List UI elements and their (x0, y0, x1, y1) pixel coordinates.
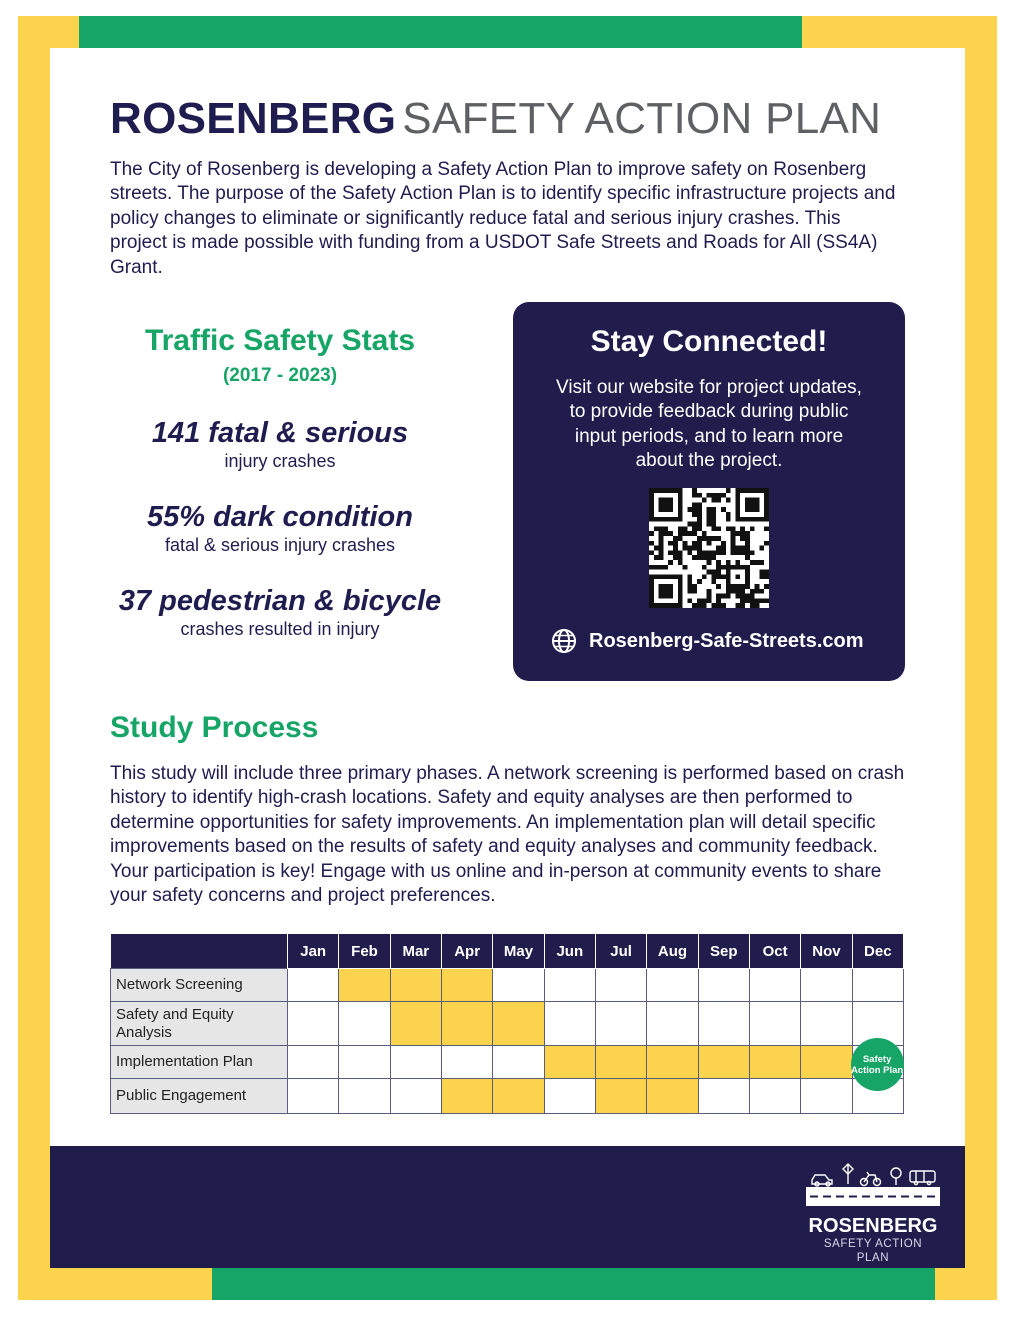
study-schedule-table (110, 933, 904, 1114)
month-header: Sep (698, 934, 749, 969)
schedule-cell (339, 1046, 390, 1079)
schedule-cell (390, 1046, 441, 1079)
month-header: Jun (544, 934, 595, 969)
schedule-cell (493, 1046, 544, 1079)
schedule-cell-active (493, 1079, 544, 1114)
stat-item (110, 500, 450, 556)
intro-paragraph: The City of Rosenberg is developing a Safety Action Plan to improve safety on Rosenberg streets. The purpose of the Safety Action Plan is to identify specific infrastructure projects and policy changes to eliminate or significantly reduce fatal and serious injury crashes. This project is made possible with funding from a USDOT Safe Streets and Roads for All (SS4A) Grant. (110, 159, 896, 278)
schedule-cell (698, 1079, 749, 1114)
schedule-row-label: Network Screening (111, 969, 288, 1002)
page-accent-bottom (212, 1268, 935, 1300)
month-header: Mar (390, 934, 441, 969)
month-header: Jan (288, 934, 339, 969)
stat-item (110, 416, 450, 472)
month-header: Oct (749, 934, 800, 969)
schedule-row-label: Implementation Plan (111, 1046, 288, 1079)
schedule-cell-active (595, 1046, 646, 1079)
schedule-row (111, 1079, 904, 1114)
schedule-cell-active (390, 969, 441, 1002)
schedule-row (111, 1002, 904, 1046)
schedule-header-row (111, 934, 904, 969)
month-header: Aug (647, 934, 698, 969)
schedule-cell (288, 1002, 339, 1046)
schedule-cell (544, 1002, 595, 1046)
stat-caption: crashes resulted in injury (180, 619, 380, 639)
stat-headline: 37 pedestrian & bicycle (118, 585, 442, 617)
month-header: Nov (801, 934, 852, 969)
stay-connected-panel (513, 302, 905, 681)
schedule-cell (647, 969, 698, 1002)
schedule-row-label: Public Engagement (111, 1079, 288, 1114)
schedule-cell (288, 969, 339, 1002)
schedule-cell (339, 1079, 390, 1114)
connect-text: Visit our website for project updates, to provide feedback during public input periods, and to learn more about the project. (556, 377, 862, 472)
website-link[interactable] (551, 628, 864, 654)
schedule-row-label: Safety and Equity Analysis (111, 1002, 288, 1046)
schedule-cell (390, 1079, 441, 1114)
schedule-cell (288, 1046, 339, 1079)
globe-icon (551, 628, 577, 654)
logo-name: ROSENBERG (808, 1215, 938, 1237)
milestone-badge: Safety Action Plan (851, 1038, 904, 1091)
page-accent-top (79, 16, 802, 48)
page-title (110, 93, 881, 145)
schedule-row (111, 1046, 904, 1079)
stats-years: (2017 - 2023) (222, 365, 338, 386)
schedule-cell (595, 969, 646, 1002)
month-header: Apr (441, 934, 492, 969)
schedule-cell (698, 969, 749, 1002)
month-header: May (493, 934, 544, 969)
month-header: Dec (852, 934, 903, 969)
study-process-title: Study Process (110, 711, 319, 744)
stat-item (110, 584, 450, 640)
schedule-cell-active (698, 1046, 749, 1079)
schedule-cell-active (749, 1046, 800, 1079)
schedule-cell (749, 1002, 800, 1046)
street-scene-icon (806, 1162, 940, 1206)
schedule-cell (544, 969, 595, 1002)
schedule-cell (493, 969, 544, 1002)
schedule-cell-active (801, 1046, 852, 1079)
schedule-cell-active (493, 1002, 544, 1046)
logo-subtitle: SAFETY ACTION PLAN (823, 1238, 923, 1264)
page-title-strong: ROSENBERG (110, 94, 397, 143)
qr-code-icon[interactable] (649, 488, 769, 608)
schedule-cell-active (595, 1079, 646, 1114)
schedule-cell (544, 1079, 595, 1114)
schedule-cell (441, 1046, 492, 1079)
schedule-cell-active (441, 1002, 492, 1046)
schedule-cell-active (441, 969, 492, 1002)
schedule-cell (852, 969, 903, 1002)
schedule-cell-active (441, 1079, 492, 1114)
month-header: Jul (595, 934, 646, 969)
schedule-cell (339, 1002, 390, 1046)
schedule-cell-active (647, 1079, 698, 1114)
schedule-corner (111, 934, 288, 969)
schedule-cell (749, 1079, 800, 1114)
rosenberg-logo (806, 1162, 940, 1265)
schedule-cell (595, 1002, 646, 1046)
schedule-cell-active (647, 1046, 698, 1079)
stats-title: Traffic Safety Stats (144, 324, 416, 357)
month-header: Feb (339, 934, 390, 969)
schedule-cell (801, 969, 852, 1002)
traffic-safety-stats (110, 322, 450, 640)
connect-title: Stay Connected! (590, 325, 828, 358)
schedule-cell (852, 1046, 903, 1079)
schedule-cell (801, 1079, 852, 1114)
study-process-text: This study will include three primary phases. A network screening is performed based on crash history to identify high-crash locations. Safety and equity analyses are then performed to determine opportunities for safety improvements. An implementation plan will detail specific improvements based on the results of safety and equity analyses and community feedback. Your participation is key! Engage with us online and in-person at community events to share your safety concerns and project preferences. (110, 763, 905, 907)
schedule-cell (698, 1002, 749, 1046)
stat-headline: 55% dark condition (147, 501, 413, 533)
stat-headline: 141 fatal & serious (151, 417, 409, 449)
page-title-light: SAFETY ACTION PLAN (402, 94, 882, 143)
stat-caption: injury crashes (224, 451, 336, 471)
schedule-cell-active (544, 1046, 595, 1079)
schedule-row (111, 969, 904, 1002)
schedule-cell-active (390, 1002, 441, 1046)
stat-caption: fatal & serious injury crashes (164, 535, 396, 555)
footer-band (50, 1146, 965, 1268)
schedule-cell-active (339, 969, 390, 1002)
schedule-cell (288, 1079, 339, 1114)
schedule-cell (749, 969, 800, 1002)
website-url[interactable]: Rosenberg-Safe-Streets.com (589, 629, 864, 652)
schedule-cell (801, 1002, 852, 1046)
schedule-cell (647, 1002, 698, 1046)
